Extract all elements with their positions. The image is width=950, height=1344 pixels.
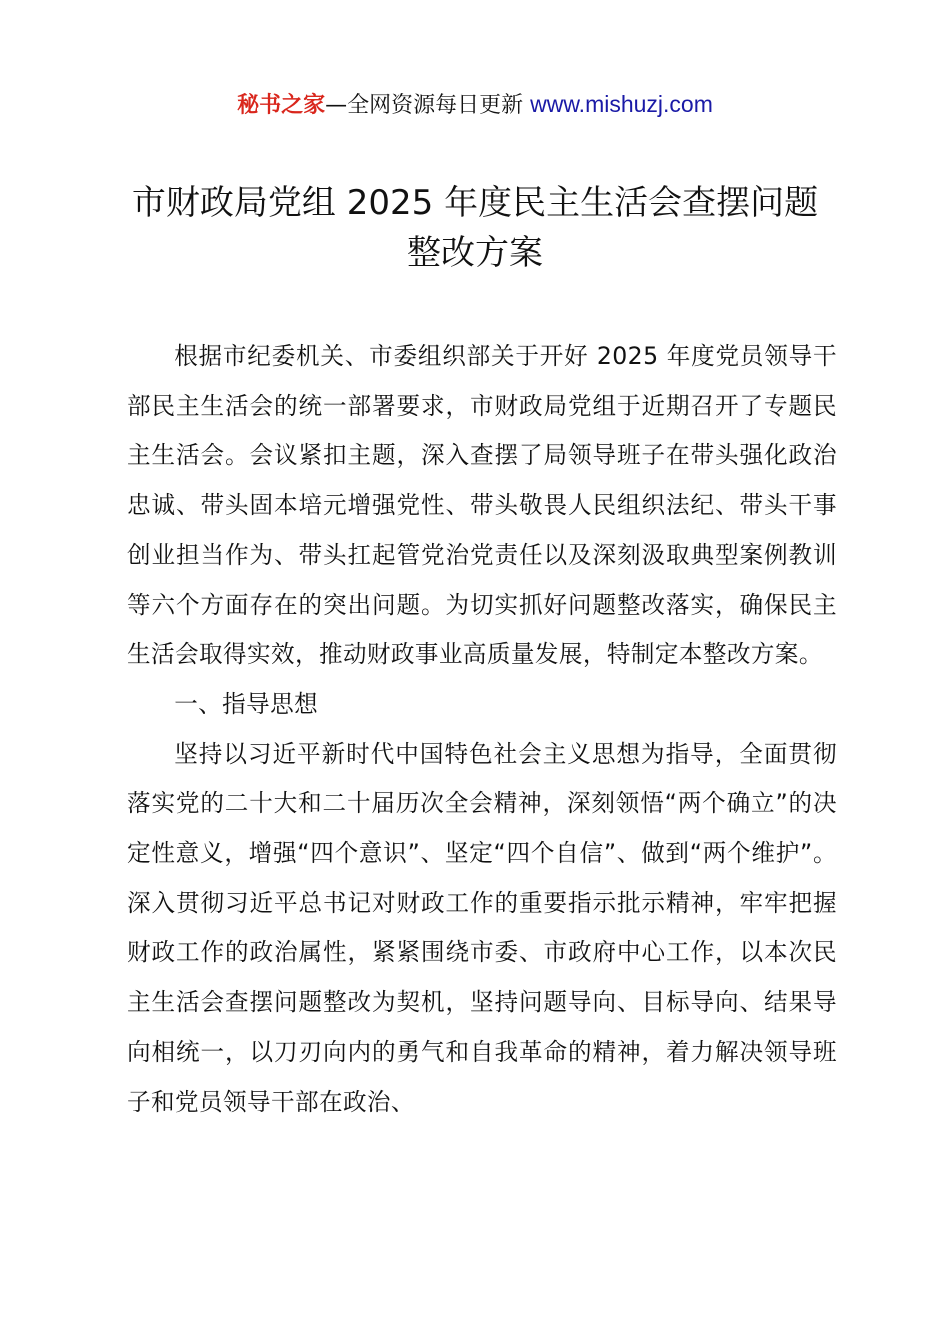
guiding-ideology-paragraph: 坚持以习近平新时代中国特色社会主义思想为指导，全面贯彻落实党的二十大和二十届历次全会精神，深刻领悟“两个确立”的决定性意义，增强“四个意识”、坚定“四个自信”、做到“两个维护”。深入贯彻习近平总书记对财政工作的重要指示批示精神，牢牢把握财政工作的政治属性，紧紧围绕市委、市政府中心工作，以本次民主生活会查摆问题整改为契机，坚持问题导向、目标导向、结果导向相统一，以刀刃向内的勇气和自我革命的精神，着力解决领导班子和党员领导干部在政治、 <box>127 739 837 1116</box>
title-line-1: 市财政局党组 2025 年度民主生活会查摆问题 <box>131 183 819 223</box>
section-heading-guiding-ideology: 一、指导思想 <box>174 689 319 718</box>
document-body <box>127 332 837 1127</box>
site-url-link[interactable]: www.mishuzj.com <box>530 91 713 117</box>
intro-paragraph: 根据市纪委机关、市委组织部关于开好 2025 年度党员领导干部民主生活会的统一部署要求，市财政局党组于近期召开了专题民主生活会。会议紧扣主题，深入查摆了局领导班子在带头强化政治忠诚、带头固本培元增强党性、带头敬畏人民组织法纪、带头干事创业担当作为、带头扛起管党治党责任以及深刻汲取典型案例教训等六个方面存在的突出问题。为切实抓好问题整改落实，确保民主生活会取得实效，推动财政事业高质量发展，特制定本整改方案。 <box>127 342 837 669</box>
site-tagline: —全网资源每日更新 <box>325 93 531 118</box>
site-banner <box>0 88 950 122</box>
document-title <box>100 178 850 278</box>
site-name: 秘书之家 <box>237 93 326 118</box>
title-line-2: 整改方案 <box>407 233 543 273</box>
